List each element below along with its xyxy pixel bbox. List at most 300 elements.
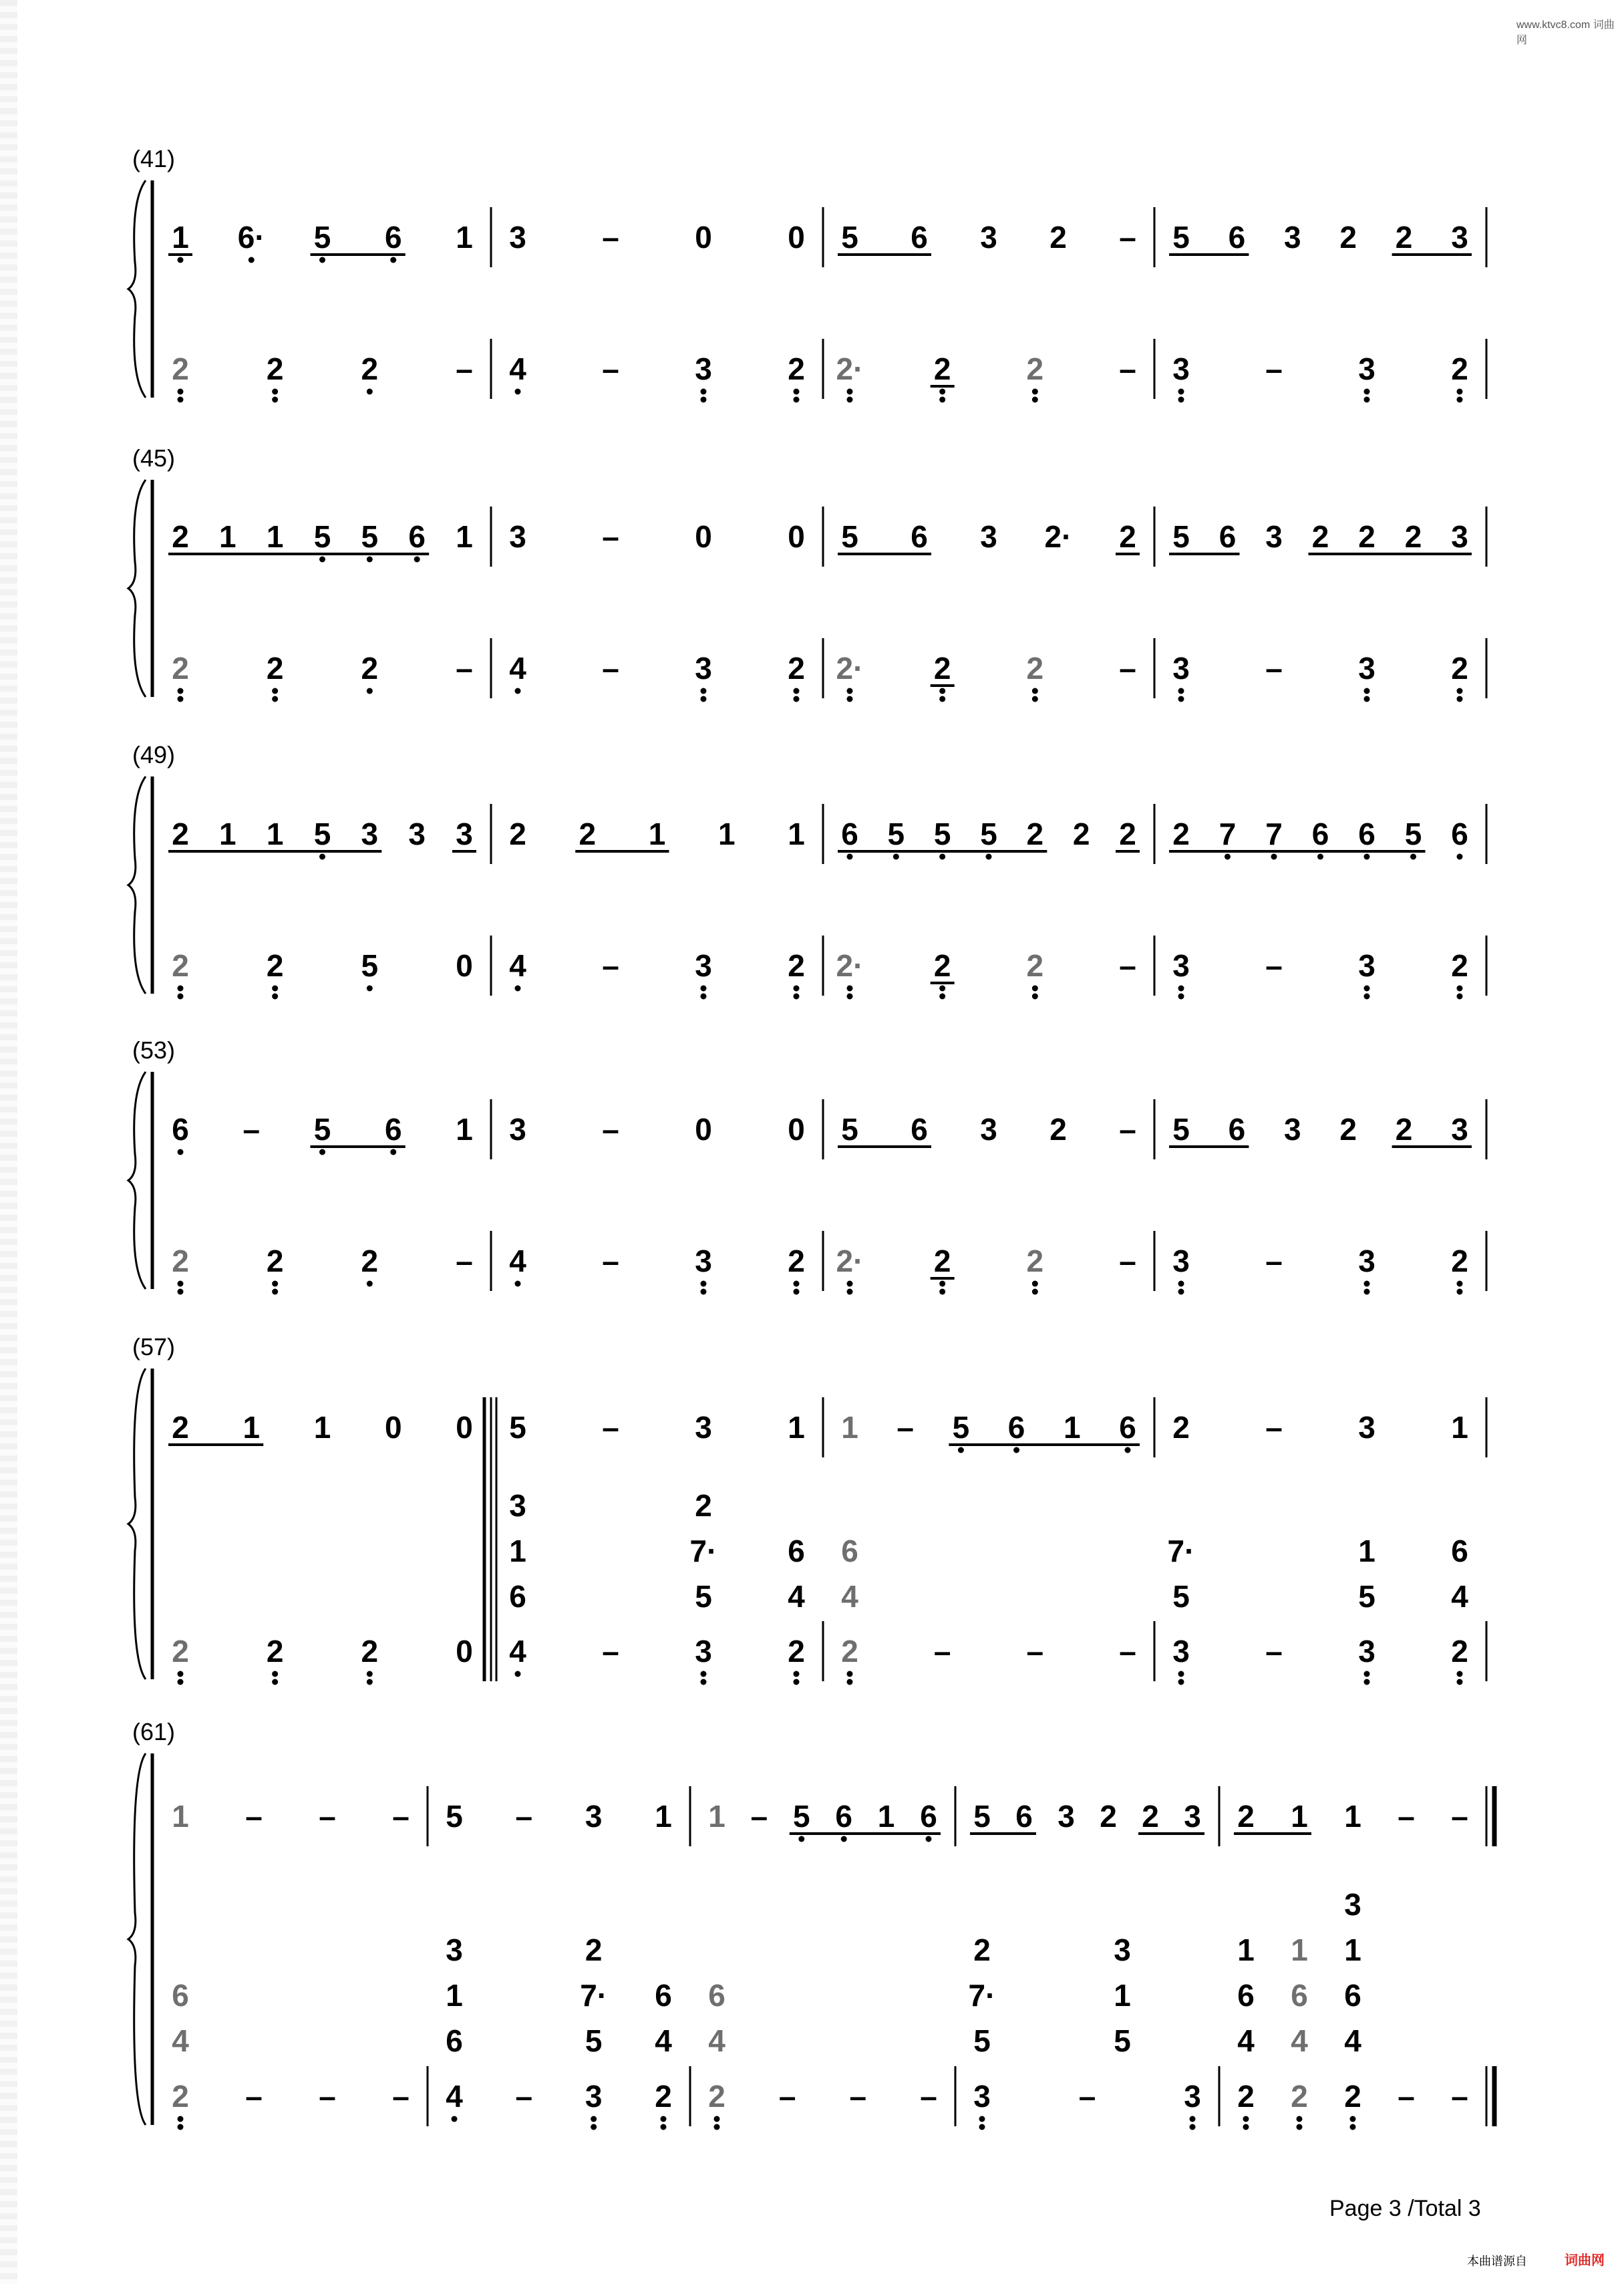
melody-note: 1	[172, 1799, 189, 1834]
system-brace	[128, 1369, 146, 1679]
octave-dot	[178, 1289, 184, 1295]
melody-note: 6	[835, 1799, 852, 1834]
octave-dot	[847, 1679, 853, 1685]
melody-note: 3	[1184, 1799, 1201, 1834]
octave-dot	[1178, 1671, 1184, 1677]
octave-dot	[1243, 2124, 1249, 2130]
octave-dot	[794, 688, 800, 694]
footer-brand: 词曲网	[1565, 2252, 1605, 2268]
bass-note: 2	[172, 948, 189, 983]
melody-note: 5	[933, 817, 951, 851]
octave-dot	[1032, 1281, 1038, 1287]
bass-note: 2	[1344, 2079, 1361, 2114]
octave-dot	[893, 854, 899, 860]
bass-note: –	[602, 351, 619, 386]
octave-dot	[958, 1447, 964, 1453]
bass-note: 2	[172, 351, 189, 386]
melody-note: 2·	[1044, 519, 1072, 554]
octave-dot	[661, 2124, 667, 2130]
octave-dot	[1178, 1289, 1184, 1295]
melody-note: 1	[648, 817, 666, 851]
bass-note: –	[456, 651, 473, 686]
melody-note: 5	[1172, 519, 1190, 554]
bass-note: –	[933, 1634, 951, 1669]
octave-dot	[1457, 1679, 1463, 1685]
melody-note: 2	[1358, 519, 1375, 554]
melody-note: 6·	[237, 220, 265, 255]
melody-note: 2	[579, 817, 597, 851]
octave-dot	[701, 1671, 707, 1677]
chord-note: 3	[446, 1933, 463, 1967]
melody-note: 1	[266, 817, 284, 851]
melody-note: 5	[973, 1799, 991, 1834]
octave-dot	[701, 1289, 707, 1295]
bass-note: –	[602, 1244, 619, 1278]
octave-dot	[847, 986, 853, 992]
melody-note: 2	[1311, 519, 1329, 554]
bass-note: –	[1119, 651, 1136, 686]
system-brace	[128, 776, 146, 994]
melody-note: 2	[1339, 220, 1357, 255]
melody-note: 5	[841, 519, 858, 554]
octave-dot	[1457, 389, 1463, 395]
chord-note: 6	[1237, 1978, 1255, 2013]
chord-note: 1	[1291, 1933, 1308, 1967]
melody-note: 3	[1284, 1112, 1301, 1147]
bass-note: 2	[1026, 1244, 1044, 1278]
octave-dot	[1364, 397, 1370, 403]
melody-note: 2	[172, 817, 189, 851]
bass-note: 2	[266, 948, 284, 983]
bass-note: 2	[1291, 2079, 1308, 2114]
octave-dot	[661, 2116, 667, 2122]
octave-dot	[847, 854, 853, 860]
octave-dot	[794, 397, 800, 403]
bass-note: 3	[695, 948, 712, 983]
melody-note: –	[602, 1112, 619, 1147]
octave-dot	[701, 1679, 707, 1685]
octave-dot	[939, 397, 945, 403]
bass-note: 2	[1451, 651, 1468, 686]
melody-note: 3	[1451, 519, 1468, 554]
bass-note: –	[1119, 1634, 1136, 1669]
octave-dot	[701, 994, 707, 1000]
octave-dot	[319, 557, 325, 563]
melody-note: 3	[980, 220, 997, 255]
melody-note: 3	[1284, 220, 1301, 255]
melody-note: 6	[1007, 1410, 1025, 1445]
measure-number: (53)	[132, 1036, 176, 1064]
melody-note: 3	[509, 519, 526, 554]
octave-dot	[701, 696, 707, 702]
melody-note: 7	[1219, 817, 1237, 851]
octave-dot	[1032, 986, 1038, 992]
measure-number: (45)	[132, 444, 176, 472]
measure-number: (41)	[132, 145, 176, 172]
measure-number: (61)	[132, 1718, 176, 1745]
octave-dot	[701, 1281, 707, 1287]
melody-note: 2	[1026, 817, 1044, 851]
score-system	[128, 145, 1486, 403]
chord-note: 6	[841, 1534, 858, 1568]
octave-dot	[1364, 1679, 1370, 1685]
melody-note: 3	[695, 1410, 712, 1445]
melody-note: –	[897, 1410, 914, 1445]
octave-dot	[939, 994, 945, 1000]
page-number: Page 3 /Total 3	[1329, 2196, 1481, 2221]
bass-note: 0	[456, 1634, 473, 1669]
melody-note: 6	[1358, 817, 1375, 851]
octave-dot	[847, 389, 853, 395]
bass-note: –	[1078, 2079, 1096, 2114]
octave-dot	[1364, 688, 1370, 694]
melody-note: 0	[384, 1410, 402, 1445]
octave-dot	[1457, 696, 1463, 702]
octave-dot	[1178, 986, 1184, 992]
octave-dot	[178, 2124, 184, 2130]
bass-note: 2·	[836, 651, 864, 686]
octave-dot	[367, 557, 373, 563]
melody-note: 6	[408, 519, 426, 554]
bass-note: 4	[509, 651, 526, 686]
octave-dot	[701, 688, 707, 694]
octave-dot	[794, 1671, 800, 1677]
chord-note: 1	[1344, 1933, 1361, 1967]
melody-note: 1	[717, 817, 736, 851]
octave-dot	[979, 2124, 985, 2130]
melody-note: 6	[911, 220, 928, 255]
octave-dot	[390, 1149, 396, 1155]
bass-note: 2	[788, 1244, 805, 1278]
melody-note: 5	[980, 817, 997, 851]
melody-note: 5	[1404, 817, 1422, 851]
chord-note: 7·	[689, 1534, 717, 1568]
bass-note: 3	[1172, 651, 1190, 686]
octave-dot	[841, 1836, 847, 1842]
melody-note: 5	[509, 1410, 526, 1445]
bass-note: 2	[788, 1634, 805, 1669]
bass-note: 5	[361, 948, 379, 983]
octave-dot	[178, 397, 184, 403]
melody-note: 1	[172, 220, 189, 255]
chord-note: 4	[1237, 2023, 1255, 2058]
octave-dot	[1457, 1671, 1463, 1677]
melody-note: 0	[695, 220, 712, 255]
octave-dot	[1190, 2124, 1196, 2130]
bass-note: –	[602, 1634, 619, 1669]
melody-note: 6	[1219, 519, 1237, 554]
melody-note: 1	[708, 1799, 725, 1834]
melody-note: 2	[1395, 1112, 1413, 1147]
melody-note: 0	[695, 519, 712, 554]
melody-note: 3	[1358, 1410, 1375, 1445]
bass-note: 2	[933, 1244, 951, 1278]
bass-note: 2·	[836, 351, 864, 386]
bass-note: –	[456, 351, 473, 386]
bass-note: 2	[708, 2079, 725, 2114]
melody-note: 1	[877, 1799, 895, 1834]
octave-dot	[1364, 994, 1370, 1000]
octave-dot	[272, 397, 278, 403]
octave-dot	[926, 1836, 932, 1842]
melody-note: 2	[1119, 519, 1136, 554]
octave-dot	[1178, 696, 1184, 702]
melody-note: 2	[1049, 220, 1067, 255]
melody-note: 6	[1451, 817, 1468, 851]
octave-dot	[1032, 688, 1038, 694]
octave-dot	[515, 986, 521, 992]
octave-dot	[591, 2116, 597, 2122]
bass-note: –	[920, 2079, 937, 2114]
bass-note: 2	[933, 351, 951, 386]
octave-dot	[1225, 854, 1231, 860]
melody-note: 3	[980, 1112, 997, 1147]
melody-note: 5	[446, 1799, 463, 1834]
melody-note: 6	[384, 1112, 402, 1147]
melody-note: 1	[266, 519, 284, 554]
octave-dot	[939, 1281, 945, 1287]
octave-dot	[939, 688, 945, 694]
melody-note: 5	[793, 1799, 810, 1834]
score-system	[128, 1718, 1494, 2130]
chord-note: 3	[1344, 1887, 1361, 1922]
octave-dot	[178, 994, 184, 1000]
melody-note: –	[319, 1799, 336, 1834]
octave-dot	[1178, 994, 1184, 1000]
octave-dot	[1178, 1281, 1184, 1287]
octave-dot	[319, 257, 325, 263]
chord-note: 5	[1358, 1579, 1375, 1614]
bass-note: 3	[1358, 1634, 1375, 1669]
octave-dot	[794, 1281, 800, 1287]
octave-dot	[794, 696, 800, 702]
octave-dot	[452, 2116, 458, 2122]
chord-note: 5	[585, 2023, 603, 2058]
octave-dot	[272, 1671, 278, 1677]
octave-dot	[1457, 1281, 1463, 1287]
octave-dot	[1178, 397, 1184, 403]
octave-dot	[701, 986, 707, 992]
octave-dot	[939, 696, 945, 702]
chord-note: 4	[172, 2023, 189, 2058]
bass-note: 3	[695, 1244, 712, 1278]
melody-note: 2	[1339, 1112, 1357, 1147]
octave-dot	[515, 389, 521, 395]
melody-note: 2	[172, 519, 189, 554]
melody-note: 3	[1451, 220, 1468, 255]
melody-note: 1	[242, 1410, 261, 1445]
melody-note: 6	[1311, 817, 1329, 851]
octave-dot	[1178, 688, 1184, 694]
melody-note: 1	[1344, 1799, 1361, 1834]
bass-note: –	[245, 2079, 263, 2114]
bass-note: –	[1265, 948, 1283, 983]
bass-note: –	[778, 2079, 796, 2114]
octave-dot	[1032, 696, 1038, 702]
octave-dot	[367, 1281, 373, 1287]
melody-note: 2	[1237, 1799, 1255, 1834]
melody-note: 2	[1404, 519, 1422, 554]
melody-note: 2	[1172, 817, 1190, 851]
bass-note: 2	[172, 1634, 189, 1669]
octave-dot	[939, 986, 945, 992]
bass-note: 2	[361, 1244, 379, 1278]
octave-dot	[847, 1671, 853, 1677]
bass-note: –	[1265, 651, 1283, 686]
score-system	[128, 1036, 1486, 1295]
octave-dot	[1243, 2116, 1249, 2122]
chord-note: 4	[841, 1579, 858, 1614]
octave-dot	[272, 994, 278, 1000]
bass-note: 3	[1358, 948, 1375, 983]
melody-note: 1	[655, 1799, 672, 1834]
chord-note: 1	[1358, 1534, 1375, 1568]
bass-note: 2	[1451, 1244, 1468, 1278]
octave-dot	[515, 688, 521, 694]
octave-dot	[939, 1289, 945, 1295]
bass-note: 0	[456, 948, 473, 983]
bass-note: 2	[172, 1244, 189, 1278]
chord-note: 4	[1451, 1579, 1468, 1614]
octave-dot	[794, 1679, 800, 1685]
bass-note: 4	[446, 2079, 463, 2114]
bass-note: –	[1398, 2079, 1415, 2114]
octave-dot	[591, 2124, 597, 2130]
chord-note: 2	[585, 1933, 603, 1967]
octave-dot	[1125, 1447, 1131, 1453]
octave-dot	[367, 1671, 373, 1677]
melody-note: 2	[1100, 1799, 1117, 1834]
octave-dot	[272, 1281, 278, 1287]
melody-note: 3	[361, 817, 379, 851]
octave-dot	[1178, 389, 1184, 395]
melody-note: 2	[1119, 817, 1136, 851]
octave-dot	[1457, 688, 1463, 694]
melody-note: 5	[313, 817, 331, 851]
bass-note: 4	[509, 948, 526, 983]
melody-note: 0	[695, 1112, 712, 1147]
octave-dot	[178, 2116, 184, 2122]
melody-note: 5	[313, 220, 331, 255]
melody-note: 3	[408, 817, 426, 851]
chord-note: 6	[1291, 1978, 1308, 2013]
melody-note: 3	[1265, 519, 1283, 554]
octave-dot	[1190, 2116, 1196, 2122]
melody-note: –	[602, 220, 619, 255]
bass-note: 3	[1172, 1634, 1190, 1669]
chord-note: 5	[1114, 2023, 1131, 2058]
bass-note: –	[602, 948, 619, 983]
melody-note: 1	[788, 817, 805, 851]
bass-note: 3	[1358, 1244, 1375, 1278]
bass-note: 2	[361, 351, 379, 386]
measure-number: (57)	[132, 1333, 176, 1361]
chord-note: 6	[708, 1978, 725, 2013]
octave-dot	[1178, 1679, 1184, 1685]
melody-note: –	[1119, 1112, 1136, 1147]
bass-note: 2	[1026, 351, 1044, 386]
octave-dot	[1350, 2124, 1356, 2130]
melody-note: 3	[456, 817, 473, 851]
octave-dot	[1317, 854, 1323, 860]
bass-note: 2	[933, 948, 951, 983]
chord-note: 1	[1237, 1933, 1255, 1967]
melody-note: –	[1451, 1799, 1468, 1834]
chord-note: 6	[1344, 1978, 1361, 2013]
melody-note: 3	[1451, 1112, 1468, 1147]
melody-note: 5	[841, 1112, 858, 1147]
melody-note: 2	[509, 817, 526, 851]
octave-dot	[847, 696, 853, 702]
chord-note: 5	[973, 2023, 991, 2058]
bass-note: –	[456, 1244, 473, 1278]
chord-note: 5	[1172, 1579, 1190, 1614]
melody-note: 1	[219, 817, 236, 851]
melody-note: 2	[1072, 817, 1090, 851]
bass-note: 2·	[836, 1244, 864, 1278]
chord-note: 4	[1291, 2023, 1308, 2058]
chord-note: 4	[788, 1579, 805, 1614]
chord-note: 2	[695, 1488, 712, 1523]
bass-note: –	[1265, 1244, 1283, 1278]
octave-dot	[979, 2116, 985, 2122]
melody-note: 3	[1058, 1799, 1075, 1834]
bass-note: 3	[1184, 2079, 1201, 2114]
melody-note: –	[602, 519, 619, 554]
melody-note: 1	[788, 1410, 805, 1445]
bass-note: 2	[1451, 1634, 1468, 1669]
bass-note: –	[1265, 1634, 1283, 1669]
octave-dot	[414, 557, 420, 563]
octave-dot	[847, 1289, 853, 1295]
bass-note: 2	[788, 651, 805, 686]
chord-note: 6	[172, 1978, 189, 2013]
chord-note: 2	[973, 1933, 991, 1967]
bass-note: 3	[1358, 351, 1375, 386]
octave-dot	[515, 1281, 521, 1287]
melody-note: 3	[509, 220, 526, 255]
octave-dot	[714, 2116, 720, 2122]
melody-note: 5	[1172, 1112, 1190, 1147]
octave-dot	[794, 994, 800, 1000]
octave-dot	[794, 1289, 800, 1295]
octave-dot	[1271, 854, 1277, 860]
bass-note: –	[515, 2079, 533, 2114]
octave-dot	[319, 854, 325, 860]
melody-note: –	[242, 1112, 261, 1147]
chord-note: 3	[509, 1488, 526, 1523]
octave-dot	[847, 397, 853, 403]
chord-note: 3	[1114, 1933, 1131, 1967]
bass-note: –	[1265, 351, 1283, 386]
melody-note: –	[1398, 1799, 1415, 1834]
octave-dot	[1364, 1671, 1370, 1677]
melody-note: 6	[1119, 1410, 1136, 1445]
chord-note: 7·	[580, 1978, 608, 2013]
octave-dot	[1457, 994, 1463, 1000]
bass-note: 2	[1451, 948, 1468, 983]
octave-dot	[1013, 1447, 1019, 1453]
site-url: www.ktvc8.com 词曲网	[1516, 19, 1615, 46]
melody-note: 1	[1064, 1410, 1081, 1445]
octave-dot	[1457, 854, 1463, 860]
bass-note: 2	[266, 1634, 284, 1669]
octave-dot	[1032, 994, 1038, 1000]
octave-dot	[1297, 2116, 1303, 2122]
chord-note: 7·	[1167, 1534, 1195, 1568]
bass-note: –	[849, 2079, 867, 2114]
melody-note: 6	[1228, 220, 1246, 255]
